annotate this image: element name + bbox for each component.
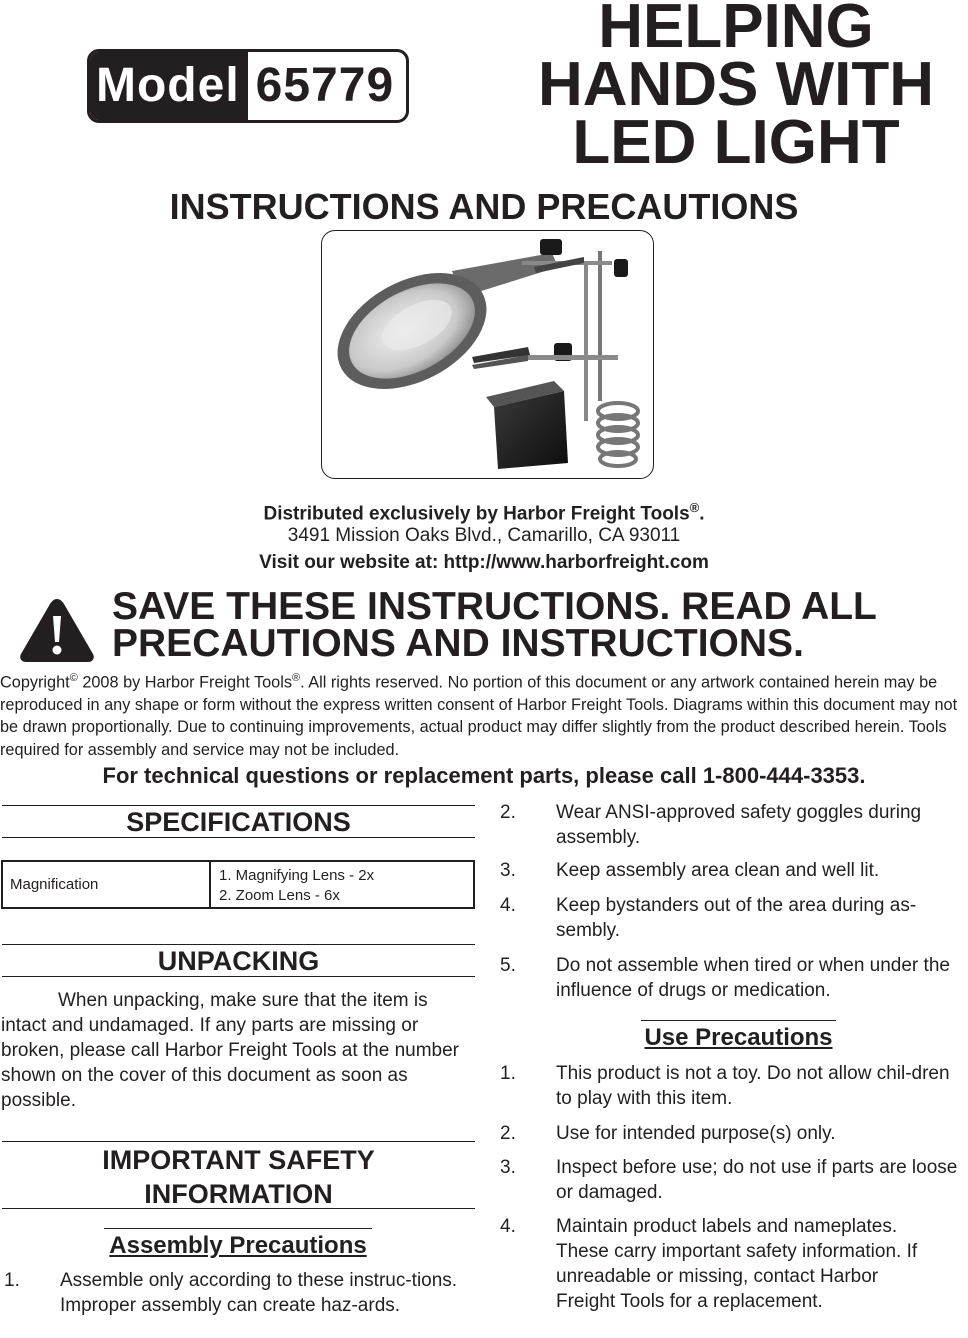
- list-item: 1. This product is not a toy. Do not allow chil-dren to play with this item.: [500, 1063, 950, 1109]
- document-subtitle: INSTRUCTIONS AND PRECAUTIONS: [169, 186, 799, 227]
- product-photo: [321, 230, 654, 479]
- list-item: 2. Use for intended purpose(s) only.: [500, 1123, 836, 1144]
- list-item: 4. Maintain product labels and nameplates. These carry important safety information. If unreadable or missing, contact Harbor Freight Tools for a replacement.: [500, 1216, 918, 1312]
- title-line: HANDS WITH: [537, 50, 935, 119]
- list-item: 1. Assemble only according to these instruc-tions. Improper assembly can create haz-ards.: [4, 1270, 458, 1316]
- specifications-table: [1, 860, 475, 909]
- spec-value: 1. Magnifying Lens - 2x 2. Zoom Lens - 6x: [219, 867, 375, 904]
- title-line: LED LIGHT: [572, 108, 900, 177]
- list-item: 3. Keep assembly area clean and well lit.: [500, 860, 880, 881]
- list-item: 4. Keep bystanders out of the area during as-sembly.: [500, 895, 917, 941]
- title-line: HELPING: [598, 0, 874, 61]
- model-badge: [87, 49, 409, 123]
- specifications-heading: SPECIFICATIONS: [2, 805, 475, 838]
- distributor-address: 3491 Mission Oaks Blvd., Camarillo, CA 93011: [287, 525, 681, 546]
- unpacking-heading: UNPACKING: [2, 944, 475, 977]
- helping-hands-illustration: [322, 231, 654, 479]
- website-line: Visit our website at: http://www.harborfreight.com: [259, 552, 709, 573]
- technical-support-line: For technical questions or replacement parts, please call 1-800-444-3353.: [102, 763, 866, 788]
- list-item: 3. Inspect before use; do not use if parts are loose or damaged.: [500, 1157, 958, 1203]
- use-precautions-heading: Use Precautions: [641, 1020, 836, 1053]
- copyright-notice: Copyright© 2008 by Harbor Freight Tools®. All rights reserved. No portion of this document or any artwork contained herein may be reproduced in any shape or form without the express written consent of Harbor Freight Tools. Diagrams within this document may not be drawn proportionally. Due to continuing improvements, actual product may differ slightly from the product described herein. Tools required for assembly and service may not be included.: [0, 672, 958, 759]
- distributor-line: Distributed exclusively by Harbor Freight Tools®.: [263, 500, 705, 525]
- list-item: 2. Wear ANSI-approved safety goggles during assembly.: [500, 802, 922, 848]
- spec-label: Magnification: [3, 862, 211, 907]
- unpacking-text: When unpacking, make sure that the item is intact and undamaged. If any parts are missing or broken, please call Harbor Freight Tools at the number shown on the cover of this document as soon as possible.: [1, 990, 460, 1111]
- model-label: Model: [90, 52, 248, 120]
- model-number: 65779: [255, 59, 395, 112]
- save-instructions-banner: SAVE THESE INSTRUCTIONS. READ ALL PRECAUTIONS AND INSTRUCTIONS.: [112, 585, 877, 665]
- assembly-precautions-heading: Assembly Precautions: [104, 1228, 372, 1261]
- safety-heading: IMPORTANT SAFETY INFORMATION: [2, 1141, 475, 1209]
- warning-icon: [18, 596, 96, 664]
- product-title: [520, 0, 952, 177]
- list-item: 5. Do not assemble when tired or when under the influence of drugs or medication.: [500, 955, 950, 1001]
